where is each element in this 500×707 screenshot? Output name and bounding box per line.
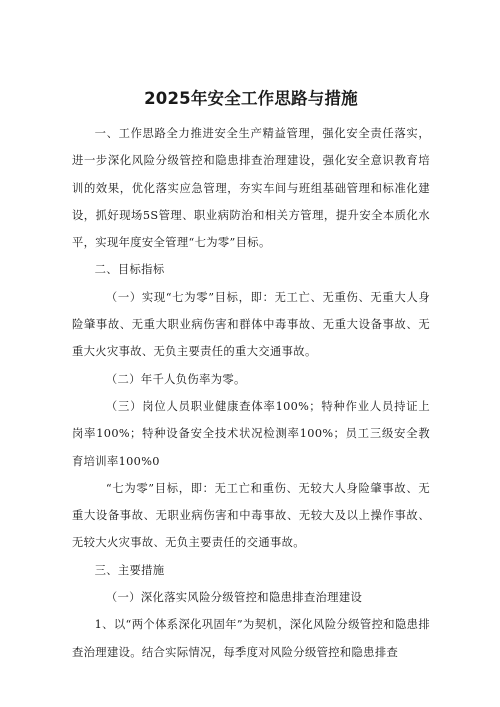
section-heading-measures: 三、主要措施 [94,563,165,577]
paragraph-target-seven-zero: （一）实现“七为零”目标，即：无工亡、无重伤、无重大人身险肇事故、无重大职业病伤害和群体中毒事故、无重大设备事故、无重大火灾事故、无负主要责任的重大交通事故。 [72,290,430,359]
paragraph-target-rates: （三）岗位人员职业健康查体率100%；特种作业人员持证上岗率100%；特种设备安全技术状况检测率100%；员工三级安全教育培训率100%0 [72,399,430,468]
subheading-risk-control: （一）深化落实风险分级管控和隐患排查治理建设 [105,591,363,605]
section-heading-targets: 二、目标指标 [94,263,165,277]
document-title: 2025年安全工作思路与措施 [144,89,358,108]
paragraph-target-injury-rate: （二）年千人负伤率为零。 [105,372,246,386]
paragraph-work-approach: 一、工作思路全力推进安全生产精益管理，强化安全责任落实，进一步深化风险分级管控和隐患排查治理建设，强化安全意识教育培训的效果，优化落实应急管理，夯实车间与班组基础管理和标准化建设，抓好现场5S管理、职业病防治和相关方管理，提升安全本质化水平，实现年度安全管理“七为零”目标。 [72,127,430,250]
paragraph-seven-zero-definition: “七为零”目标，即：无工亡和重伤、无较大人身险肇事故、无重大设备事故、无职业病伤害和中毒事故、无较大及以上操作事故、无较大火灾事故、无负主要责任的交通事故。 [72,481,430,550]
paragraph-measure-1: 1、以“两个体系深化巩固年”为契机，深化风险分级管控和隐患排查治理建设。结合实际情况，每季度对风险分级管控和隐患排查 [72,618,430,659]
